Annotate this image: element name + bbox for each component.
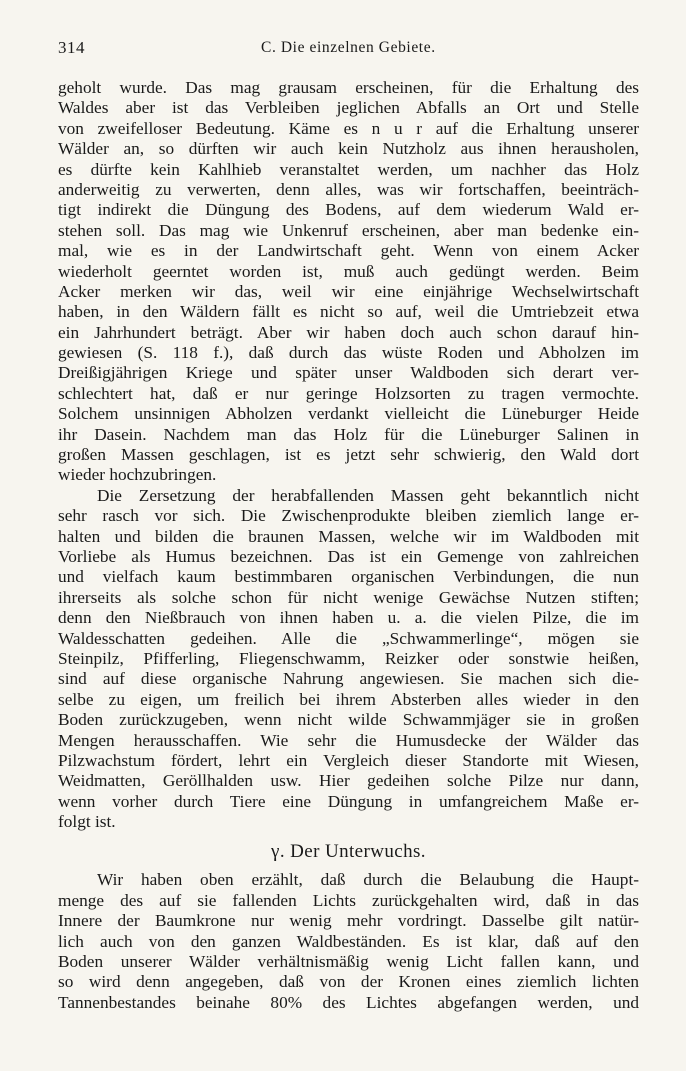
text-line: ein Jahrhundert beträgt. Aber wir haben doch auch schon darauf hin- xyxy=(58,322,639,342)
page-header xyxy=(58,38,646,62)
text-line: Weidmatten, Geröllhalden usw. Hier gedeihen solche Pilze nur dann, xyxy=(58,771,639,791)
text-line: Tannenbestandes beinahe 80% des Lichtes abgefangen werden, und xyxy=(58,992,639,1012)
text-line: Die Zersetzung der herabfallenden Massen geht bekanntlich nicht xyxy=(97,485,639,505)
text-line: lich auch von den ganzen Waldbeständen. Es ist klar, daß auf den xyxy=(58,931,639,951)
text-line: wieder hochzubringen. xyxy=(58,465,217,485)
text-line: Pilzwachstum fördert, lehrt ein Vergleich dieser Standorte mit Wiesen, xyxy=(58,750,639,770)
text-line: gewiesen (S. 118 f.), daß durch das wüste Roden und Abholzen im xyxy=(58,343,639,363)
text-line: Solchem unsinnigen Abholzen verdankt vielleicht die Lüneburger Heide xyxy=(58,404,639,424)
text-line: anderweitig zu verwerten, denn alles, was wir fortschaffen, beeinträch- xyxy=(58,179,639,199)
text-line: ihr Dasein. Nachdem man das Holz für die Lüneburger Salinen in xyxy=(58,424,639,444)
text-line: großen Massen geschlagen, ist es jetzt sehr schwierig, den Wald dort xyxy=(58,445,639,465)
text-line: Steinpilz, Pfifferling, Fliegenschwamm, Reizker oder sonstwie heißen, xyxy=(58,648,639,668)
text-line: mal, wie es in der Landwirtschaft geht. Wenn von einem Acker xyxy=(58,241,639,261)
paragraph-3 xyxy=(58,870,639,1013)
text-line: stehen soll. Das mag wie Unkenruf erscheinen, aber man bedenke ein- xyxy=(58,220,639,240)
text-line: folgt ist. xyxy=(58,812,116,832)
text-line: schlechtert hat, daß er nur geringe Holzsorten zu tragen vermochte. xyxy=(58,383,639,403)
text-line: wenn vorher durch Tiere eine Düngung in umfangreichem Maße er- xyxy=(58,791,639,811)
text-line: ihrerseits als solche schon für nicht wenige Gewächse Nutzen stiften; xyxy=(58,587,639,607)
paragraph-2 xyxy=(58,486,639,833)
text-line: Wir haben oben erzählt, daß durch die Belaubung die Haupt- xyxy=(97,870,639,890)
text-line: Waldesschatten gedeihen. Alle die „Schwammerlinge“, mögen sie xyxy=(58,628,639,648)
text-line: tigt indirekt die Düngung des Bodens, auf dem wiederum Wald er- xyxy=(58,200,639,220)
text-line: so wird denn angegeben, daß von der Kronen eines ziemlich lichten xyxy=(58,972,639,992)
text-line: halten und bilden die braunen Massen, welche wir im Waldboden mit xyxy=(58,526,639,546)
text-line: Mengen herausschaffen. Wie sehr die Humusdecke der Wälder das xyxy=(58,730,639,750)
text-line: Vorliebe als Humus bezeichnen. Das ist ein Gemenge von zahlreichen xyxy=(58,546,639,566)
section-heading: γ. Der Unterwuchs. xyxy=(271,841,426,863)
text-line: Acker merken wir das, weil wir eine einjährige Wechselwirtschaft xyxy=(58,281,639,301)
text-line: Wälder an, so dürften wir auch kein Nutzholz aus ihnen herausholen, xyxy=(58,139,639,159)
text-line: geholt wurde. Das mag grausam erscheinen, für die Erhaltung des xyxy=(58,78,639,97)
text-line: selbe zu eigen, um freilich bei ihrem Absterben alles wieder in den xyxy=(58,689,639,709)
text-line: haben, in den Wäldern fällt es nicht so auf, weil die Umtriebzeit etwa xyxy=(58,302,639,322)
text-line: Boden unserer Wälder verhältnismäßig wenig Licht fallen kann, und xyxy=(58,952,639,972)
page-number: 314 xyxy=(58,38,85,57)
text-line: denn den Nießbrauch von ihnen haben u. a. die vielen Pilze, die im xyxy=(58,608,639,628)
page-body xyxy=(58,78,639,1013)
text-line: menge des auf sie fallenden Lichts zurückgehalten wird, daß in das xyxy=(58,890,639,910)
text-line: Dreißigjährigen Kriege und später unser Waldboden sich derart ver- xyxy=(58,363,639,383)
text-line: Innere der Baumkrone nur wenig mehr vordringt. Dasselbe gilt natür- xyxy=(58,911,639,931)
text-line: sehr rasch vor sich. Die Zwischenprodukte bleiben ziemlich lange er- xyxy=(58,506,639,526)
text-line: sind auf diese organische Nahrung angewiesen. Sie machen sich die- xyxy=(58,669,639,689)
text-line: wiederholt geerntet worden ist, muß auch gedüngt werden. Beim xyxy=(58,261,639,281)
text-line: Waldes aber ist das Verbleiben jeglichen Abfalls an Ort und Stelle xyxy=(58,98,639,118)
running-title: C. Die einzelnen Gebiete. xyxy=(261,39,436,56)
text-line: Boden zurückzugeben, wenn nicht wilde Schwammjäger sie in großen xyxy=(58,710,639,730)
text-line: es dürfte kein Kahlhieb veranstaltet werden, um nachher das Holz xyxy=(58,159,639,179)
text-line: von zweifelloser Bedeutung. Käme es n u r auf die Erhaltung unserer xyxy=(58,118,639,138)
paragraph-1 xyxy=(58,78,639,486)
text-line: und vielfach kaum bestimmbaren organischen Verbindungen, die nun xyxy=(58,567,639,587)
